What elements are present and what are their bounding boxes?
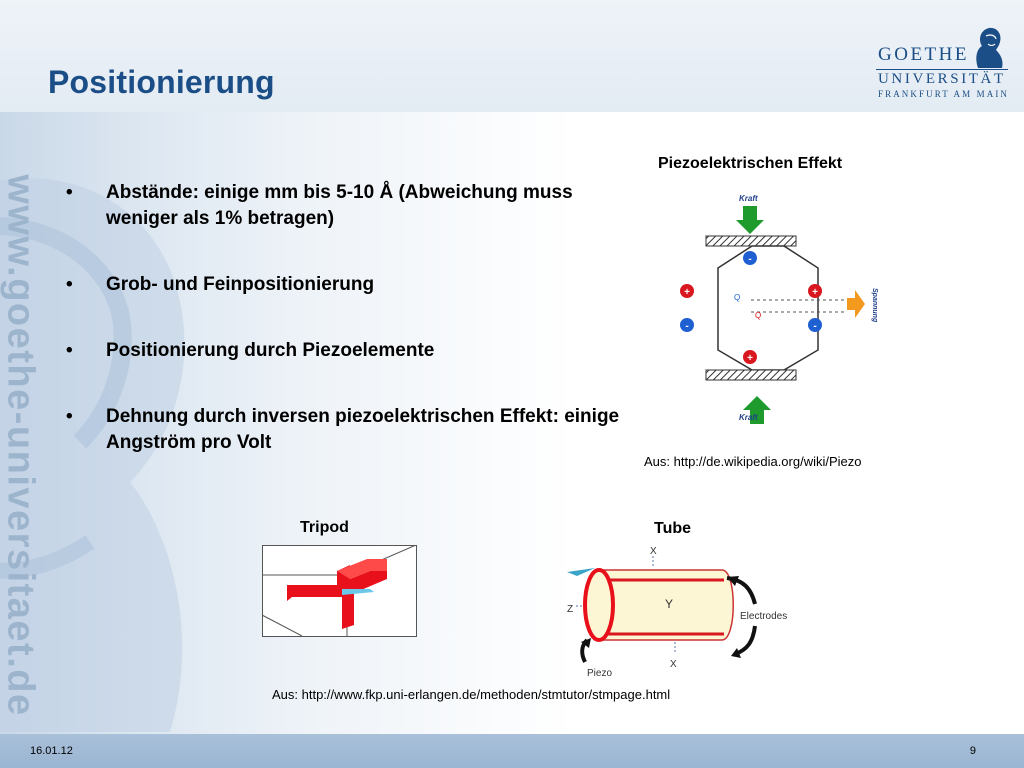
bullet-text: Grob- und Feinpositionierung: [106, 274, 375, 295]
svg-text:-: -: [748, 254, 752, 265]
url-watermark: www.goethe-universitaet.de: [0, 174, 42, 717]
logo-line-goethe: GOETHE: [878, 44, 969, 65]
charge-label-q: Q: [755, 311, 762, 320]
force-label-bottom: Kraft: [739, 413, 758, 422]
bullet-symbol: •: [66, 182, 73, 203]
force-label-top: Kraft: [739, 194, 758, 203]
bullet-list: [66, 180, 626, 496]
svg-text:-: -: [685, 321, 689, 332]
tube-end: [585, 570, 613, 640]
tripod-caption: Tripod: [300, 519, 349, 536]
bullet-text: Abstände: einige mm bis 5-10 Å (Abweichung muss weniger als 1% betragen): [106, 182, 573, 229]
axis-label-y: Y: [665, 597, 674, 611]
electrode-pointer: [735, 626, 755, 654]
axis-label-x-bottom: X: [670, 659, 677, 670]
tripod-diagram: [262, 545, 417, 637]
voltage-arrow: [847, 290, 865, 318]
bullet-text: Dehnung durch inversen piezoelektrischen Effekt: einige Angström pro Volt: [106, 406, 620, 453]
top-plate: [706, 236, 796, 246]
logo-divider: [876, 69, 1008, 70]
bullet-symbol: •: [66, 406, 73, 427]
slide-footer: [0, 734, 1024, 768]
bullet-item: [66, 180, 626, 232]
page-number: 9: [969, 745, 976, 757]
logo-line-frankfurt: FRANKFURT AM MAIN: [878, 89, 1010, 99]
bullet-symbol: •: [66, 340, 73, 361]
bullet-text: Positionierung durch Piezoelemente: [106, 340, 435, 361]
svg-text:-: -: [813, 321, 817, 332]
tube-diagram: [567, 546, 795, 678]
goethe-portrait-icon: [968, 26, 1008, 68]
bottom-plate: [706, 370, 796, 380]
piezo-caption: Piezoelektrischen Effekt: [658, 155, 843, 172]
bullet-item: [66, 272, 626, 298]
piezo-effect-diagram: [661, 184, 897, 434]
electrodes-label: Electrodes: [740, 611, 788, 622]
svg-text:+: +: [684, 287, 690, 298]
crystal-hexagon: [718, 246, 818, 370]
bullet-item: [66, 404, 626, 456]
bullet-item: [66, 338, 626, 364]
footer-date: 16.01.12: [30, 745, 73, 757]
force-arrow-down: [736, 206, 764, 234]
tube-source: Aus: http://www.fkp.uni-erlangen.de/methoden/stmtutor/stmpage.html: [272, 687, 671, 702]
axis-label-z: Z: [567, 604, 574, 615]
axis-label-x-top: X: [650, 546, 657, 557]
svg-text:+: +: [812, 287, 818, 298]
svg-text:+: +: [747, 353, 753, 364]
university-logo: [872, 26, 1012, 102]
piezo-label: Piezo: [587, 668, 613, 678]
charge-label-q: Q: [734, 293, 741, 302]
tube-caption: Tube: [654, 520, 692, 537]
piezo-source: Aus: http://de.wikipedia.org/wiki/Piezo: [644, 454, 862, 469]
slide-title: Positionierung: [48, 64, 275, 100]
voltage-label: Spannung: [871, 288, 878, 323]
logo-line-universitaet: UNIVERSITÄT: [878, 71, 1006, 87]
bullet-symbol: •: [66, 274, 73, 295]
